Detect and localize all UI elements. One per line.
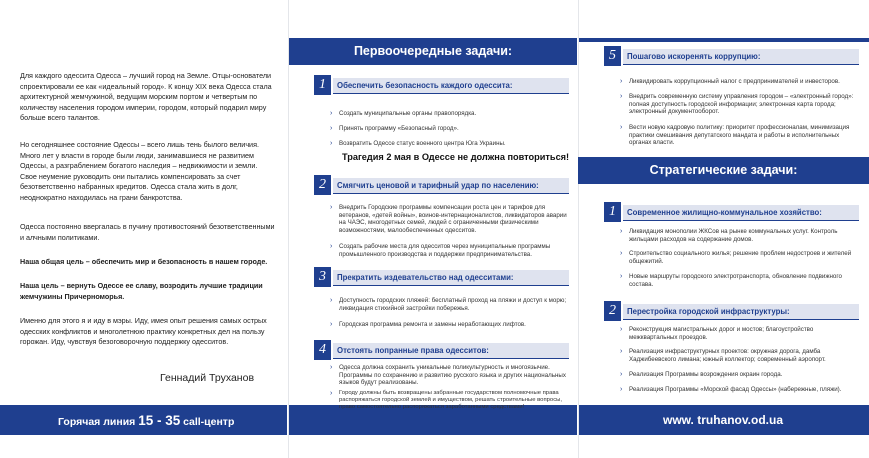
section-label: Пошагово искоренять коррупцию: [623,49,859,65]
bullet-item: › Строительство социального жилья; решение проблем недостроев и жителей общежитий. [620,250,852,265]
section-label: Перестройка городской инфраструктуры: [623,304,859,320]
section-number: 2 [604,301,621,321]
section-label: Обеспечить безопасность каждого одессита: [333,78,569,94]
politics-paragraph: Одесса постоянно ввергалась в пучину противостояний безответственными и алчными политиками. [20,222,275,242]
bullet-item: › Создать рабочие места для одесситов через муниципальные программы промышленного производства и поддержки предпринимательства. [330,243,551,258]
chevron-icon: › [620,386,623,393]
hotline-label: Горячая линия [58,416,136,428]
bullet-item: › Одесса должна сохранить уникальные поликультурность и многоязычие. Программы по сохранению и развитию русского языка и других национальных языков будут реализованы. [330,364,566,387]
chevron-icon: › [620,371,623,378]
chevron-icon: › [330,204,333,211]
section-label: Современное жилищно-коммунальное хозяйство: [623,205,859,221]
goal-glory-paragraph: Наша цель – вернуть Одессе ее славу, возродить лучшие традиции жемчужины Причерноморья. [20,281,263,301]
chevron-icon: › [330,390,333,397]
chevron-icon: › [330,140,333,147]
website-link[interactable]: www. truhanov.od.ua [663,413,783,427]
strategic-section-2 [604,302,859,320]
chevron-icon: › [620,93,623,100]
tragedy-statement: Трагедия 2 мая в Одессе не должна повториться! [342,152,570,162]
strategic-title: Стратегические задачи: [578,157,869,184]
fold-line-1 [288,0,289,458]
bullet-item: › Городу должны быть возвращены забранные государством полномочные права распоряжаться городской землей и имуществом, решать строительные вопросы, право самостоятельно распоряжаться заработанными средствами! [330,390,563,410]
state-paragraph: Но сегодняшнее состояние Одессы – всего лишь тень былого величия. Много лет у власти в городе были люди, занимавшиеся не развитием Одессы, а разграблением богатого наследия – недвижимости и земли. Свое неумение руководить они пытались компенсировать за счет безответственно набранных кредитов. Одесса стала жить в долг, неоднократно находилась на грани банкротства. [20,140,259,202]
section-rule [623,319,859,320]
chevron-icon: › [620,273,623,280]
section-number: 5 [604,46,621,66]
bullet-item: › Принять программу «Безопасный город». [330,125,459,132]
priority-section-2 [314,176,569,194]
priority-section-4 [314,341,569,359]
bullet-item: › Внедрить Городские программы компенсации роста цен и тарифов для ветеранов, «детей войны», воинов-интернационалистов, ликвидаторов аварии на ЧАЭС, многодетных семей, людей с ограниченными физическими возможностями, малообеспеченных одесситов. [330,204,567,234]
intro-paragraph: Для каждого одессита Одесса – лучший город на Земле. Отцы-основатели спроектировали ее как «идеальный город». К концу XIX века Одесса стала архитектурной жемчужиной, ведущим морским портом и четвертым по количеству населения городом империи, городом, который подарил миру больше всего талантов. [20,71,272,123]
chevron-icon: › [620,228,623,235]
fold-line-2 [578,0,579,458]
chevron-icon: › [330,321,333,328]
signature: Геннадий Труханов [160,372,255,384]
section-rule [333,93,569,94]
section-rule [623,64,859,65]
section-number: 1 [314,75,331,95]
bullet-item: › Новые маршруты городского электротранспорта, обновление подвижного состава. [620,273,842,288]
chevron-icon: › [620,326,623,333]
mayor-paragraph: Именно для этого я и иду в мэры. Иду, имея опыт решения самых острых одесских конфликтов и многолетнюю практику конкретных дел на пользу горожан. Иду, чувствуя безоговорочную поддержку одесситов. [20,316,267,347]
chevron-icon: › [620,250,623,257]
hotline-text [58,413,234,428]
chevron-icon: › [330,125,333,132]
section-label: Отстоять попранные права одесситов: [333,343,569,359]
chevron-icon: › [620,78,623,85]
bullet-item: › Городская программа ремонта и замены неработающих лифтов. [330,321,526,328]
chevron-icon: › [620,348,623,355]
chevron-icon: › [330,297,333,304]
chevron-icon: › [330,364,333,371]
bullet-item: › Вести новую кадровую политику: приоритет профессионалам, минимизация практики смешивания депутатского мандата и работы в исполнительных органах власти. [620,124,850,147]
section-rule [333,285,569,286]
bullet-item: › Создать муниципальные органы правопорядка. [330,110,477,117]
bullet-item: › Реализация Программы возрождения окраин города. [620,371,783,378]
section-label: Прекратить издевательство над одесситами: [333,270,569,286]
bullet-item: › Внедрить современную систему управления городом – «электронный город»: полная доступность городской информации; электронная карта города; электронный документооборот. [620,93,854,116]
bullet-item: › Реконструкция магистральных дорог и мостов; благоустройство межквартальных проездов. [620,326,814,341]
bullet-item: › Ликвидировать коррупционный налог с предпринимателей и инвесторов. [620,78,840,85]
section-number: 3 [314,267,331,287]
hotline-number: 15 - 35 [138,413,181,428]
top-accent-bar [579,38,869,42]
section-rule [333,193,569,194]
corruption-section [604,47,859,65]
bullet-item: › Возвратить Одессе статус военного центра Юга Украины. [330,140,506,147]
bullet-item: › Реализация инфраструктурных проектов: окружная дорога, дамба Хаджибеевского лимана; южный коллектор; современный аэропорт. [620,348,826,363]
section-number: 4 [314,340,331,360]
section-number: 1 [604,202,621,222]
bullet-item: › Ликвидация монополии ЖКСов на рынке коммунальных услуг. Контроль жильцами расходов на содержание домов. [620,228,838,243]
bullet-item: › Реализация Программы «Морской фасад Одессы» (набережные, пляжи). [620,386,842,393]
priority-section-1 [314,76,569,94]
section-number: 2 [314,175,331,195]
section-rule [623,220,859,221]
bullet-item: › Доступность городских пляжей: бесплатный проход на пляжи и доступ к морю; ликвидация стихийной застройки побережья. [330,297,567,312]
hotline-suffix: call-центр [183,416,235,428]
chevron-icon: › [330,243,333,250]
section-rule [333,358,569,359]
strategic-section-1 [604,203,859,221]
chevron-icon: › [330,110,333,117]
priority-section-3 [314,268,569,286]
priority-title: Первоочередные задачи: [289,38,577,65]
goal-peace-paragraph: Наша общая цель – обеспечить мир и безопасность в нашем городе. [20,257,268,266]
chevron-icon: › [620,124,623,131]
section-label: Смягчить ценовой и тарифный удар по населению: [333,178,569,194]
